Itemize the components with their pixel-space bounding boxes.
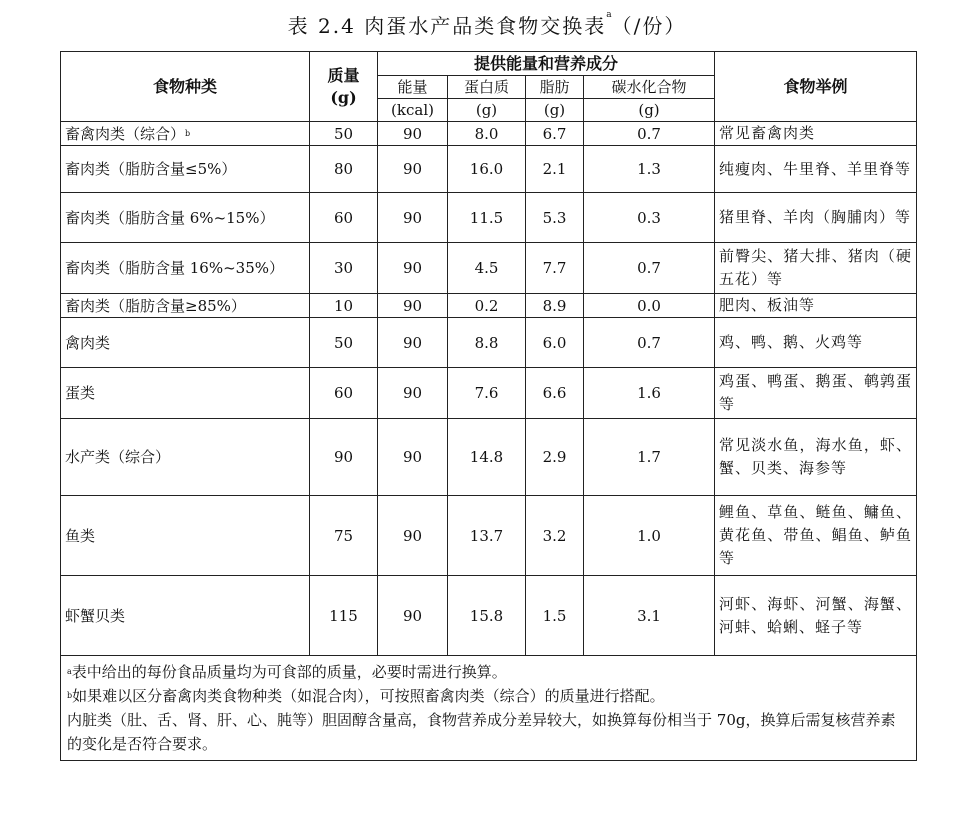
fat-cell: 6.6 [526, 368, 584, 419]
fat-cell: 6.7 [526, 122, 584, 146]
note-a-mark: a [67, 667, 72, 676]
energy-cell: 90 [378, 193, 448, 243]
examples-cell: 河虾、海虾、河蟹、海蟹、河蚌、蛤蜊、蛏子等 [715, 576, 917, 656]
header-fat: 脂肪 [526, 76, 584, 99]
food-name-cell [61, 243, 310, 294]
mass-cell: 50 [310, 122, 378, 146]
header-mass [310, 52, 378, 122]
food-name: 畜肉类（脂肪含量 16%~35%） [65, 259, 285, 277]
examples-cell: 纯瘦肉、牛里脊、羊里脊等 [715, 146, 917, 193]
food-name: 禽肉类 [65, 333, 111, 352]
protein-cell: 0.2 [448, 294, 526, 318]
mass-cell: 115 [310, 576, 378, 656]
protein-cell: 15.8 [448, 576, 526, 656]
fat-cell: 8.9 [526, 294, 584, 318]
food-name: 畜肉类（脂肪含量≤5%） [65, 160, 237, 178]
protein-cell: 13.7 [448, 496, 526, 576]
table-row [61, 294, 917, 318]
energy-cell: 90 [378, 496, 448, 576]
table-row [61, 496, 917, 576]
header-energy-unit: (kcal) [378, 99, 448, 122]
protein-cell: 11.5 [448, 193, 526, 243]
mass-cell: 60 [310, 368, 378, 419]
food-name-cell [61, 576, 310, 656]
examples-cell: 鸡、鸭、鹅、火鸡等 [715, 318, 917, 368]
carbs-cell: 1.3 [584, 146, 715, 193]
table-row [61, 243, 917, 294]
protein-cell: 16.0 [448, 146, 526, 193]
food-name-cell [61, 368, 310, 419]
header-carbs: 碳水化合物 [584, 76, 715, 99]
fat-cell: 7.7 [526, 243, 584, 294]
food-name-cell [61, 318, 310, 368]
exchange-table-wrapper [60, 51, 916, 761]
mass-cell: 90 [310, 419, 378, 496]
food-name-cell [61, 419, 310, 496]
fat-cell: 3.2 [526, 496, 584, 576]
protein-cell: 7.6 [448, 368, 526, 419]
fat-cell: 2.9 [526, 419, 584, 496]
notes-row [61, 656, 917, 761]
mass-cell: 50 [310, 318, 378, 368]
energy-cell: 90 [378, 294, 448, 318]
food-name: 鱼类 [65, 526, 96, 545]
header-energy: 能量 [378, 76, 448, 99]
header-mass-unit: (g) [330, 87, 357, 107]
food-name-cell [61, 146, 310, 193]
food-name: 畜禽肉类（综合） [65, 124, 186, 143]
energy-cell: 90 [378, 122, 448, 146]
carbs-cell: 3.1 [584, 576, 715, 656]
table-body [61, 122, 917, 761]
food-name: 蛋类 [65, 384, 96, 402]
header-protein-unit: (g) [448, 99, 526, 122]
note-a-text: 表中给出的每份食品质量均为可食部的质量，必要时需进行换算。 [71, 663, 507, 681]
fat-cell: 2.1 [526, 146, 584, 193]
carbs-cell: 0.3 [584, 193, 715, 243]
protein-cell: 8.8 [448, 318, 526, 368]
energy-cell: 90 [378, 368, 448, 419]
fat-cell: 1.5 [526, 576, 584, 656]
table-row [61, 122, 917, 146]
carbs-cell: 1.6 [584, 368, 715, 419]
fat-cell: 5.3 [526, 193, 584, 243]
header-nutrients-group: 提供能量和营养成分 [378, 52, 715, 76]
mass-cell: 30 [310, 243, 378, 294]
carbs-cell: 0.7 [584, 243, 715, 294]
protein-cell: 14.8 [448, 419, 526, 496]
energy-cell: 90 [378, 576, 448, 656]
table-row [61, 419, 917, 496]
carbs-cell: 0.0 [584, 294, 715, 318]
mass-cell: 75 [310, 496, 378, 576]
note-b-text: 如果难以区分畜禽肉类食物种类（如混合肉），可按照畜禽肉类（综合）的质量进行搭配。 [72, 687, 665, 705]
note-extra: 内脏类（肚、舌、肾、肝、心、肫等）胆固醇含量高，食物营养成分差异较大，如换算每份相当于 70g，换算后需复核营养素的变化是否符合要求。 [67, 711, 896, 753]
title-footnote-mark: a [606, 10, 612, 20]
table-row [61, 193, 917, 243]
examples-cell: 鲤鱼、草鱼、鲢鱼、鳙鱼、黄花鱼、带鱼、鲳鱼、鲈鱼等 [715, 496, 917, 576]
fat-cell: 6.0 [526, 318, 584, 368]
header-protein: 蛋白质 [448, 76, 526, 99]
food-name-cell [61, 122, 310, 146]
carbs-cell: 0.7 [584, 122, 715, 146]
carbs-cell: 1.0 [584, 496, 715, 576]
table-title [0, 10, 974, 39]
header-food-type: 食物种类 [61, 52, 310, 122]
protein-cell: 8.0 [448, 122, 526, 146]
food-name: 畜肉类（脂肪含量 6%~15%） [65, 208, 275, 227]
table-title-text: 表 2.4 肉蛋水产品类食物交换表 [287, 14, 607, 38]
food-exchange-table [60, 51, 917, 761]
header-carbs-unit: (g) [584, 99, 715, 122]
carbs-cell: 1.7 [584, 419, 715, 496]
header-examples: 食物举例 [715, 52, 917, 122]
carbs-cell: 0.7 [584, 318, 715, 368]
food-name-cell [61, 496, 310, 576]
table-row [61, 318, 917, 368]
energy-cell: 90 [378, 243, 448, 294]
energy-cell: 90 [378, 318, 448, 368]
notes-cell [61, 656, 917, 761]
table-row [61, 368, 917, 419]
note-a [67, 660, 910, 684]
header-mass-label: 质量 [327, 65, 360, 85]
food-name: 虾蟹贝类 [65, 606, 126, 625]
examples-cell: 鸡蛋、鸭蛋、鹅蛋、鹌鹑蛋等 [715, 368, 917, 419]
examples-cell: 猪里脊、羊肉（胸脯肉）等 [715, 193, 917, 243]
table-row [61, 576, 917, 656]
mass-cell: 10 [310, 294, 378, 318]
table-title-suffix: （/份） [611, 14, 687, 38]
note-b-mark: b [67, 691, 73, 700]
examples-cell: 前臀尖、猪大排、猪肉（硬五花）等 [715, 243, 917, 294]
header-fat-unit: (g) [526, 99, 584, 122]
mass-cell: 80 [310, 146, 378, 193]
examples-cell: 常见畜禽肉类 [715, 122, 917, 146]
food-name: 水产类（综合） [65, 448, 171, 466]
food-name-cell [61, 294, 310, 318]
energy-cell: 90 [378, 146, 448, 193]
food-name-cell [61, 193, 310, 243]
food-name-footnote-mark: b [185, 128, 191, 138]
examples-cell: 常见淡水鱼，海水鱼，虾、蟹、贝类、海参等 [715, 419, 917, 496]
energy-cell: 90 [378, 419, 448, 496]
table-row [61, 146, 917, 193]
food-name: 畜肉类（脂肪含量≥85%） [65, 296, 246, 315]
note-b [67, 684, 910, 708]
protein-cell: 4.5 [448, 243, 526, 294]
examples-cell: 肥肉、板油等 [715, 294, 917, 318]
mass-cell: 60 [310, 193, 378, 243]
